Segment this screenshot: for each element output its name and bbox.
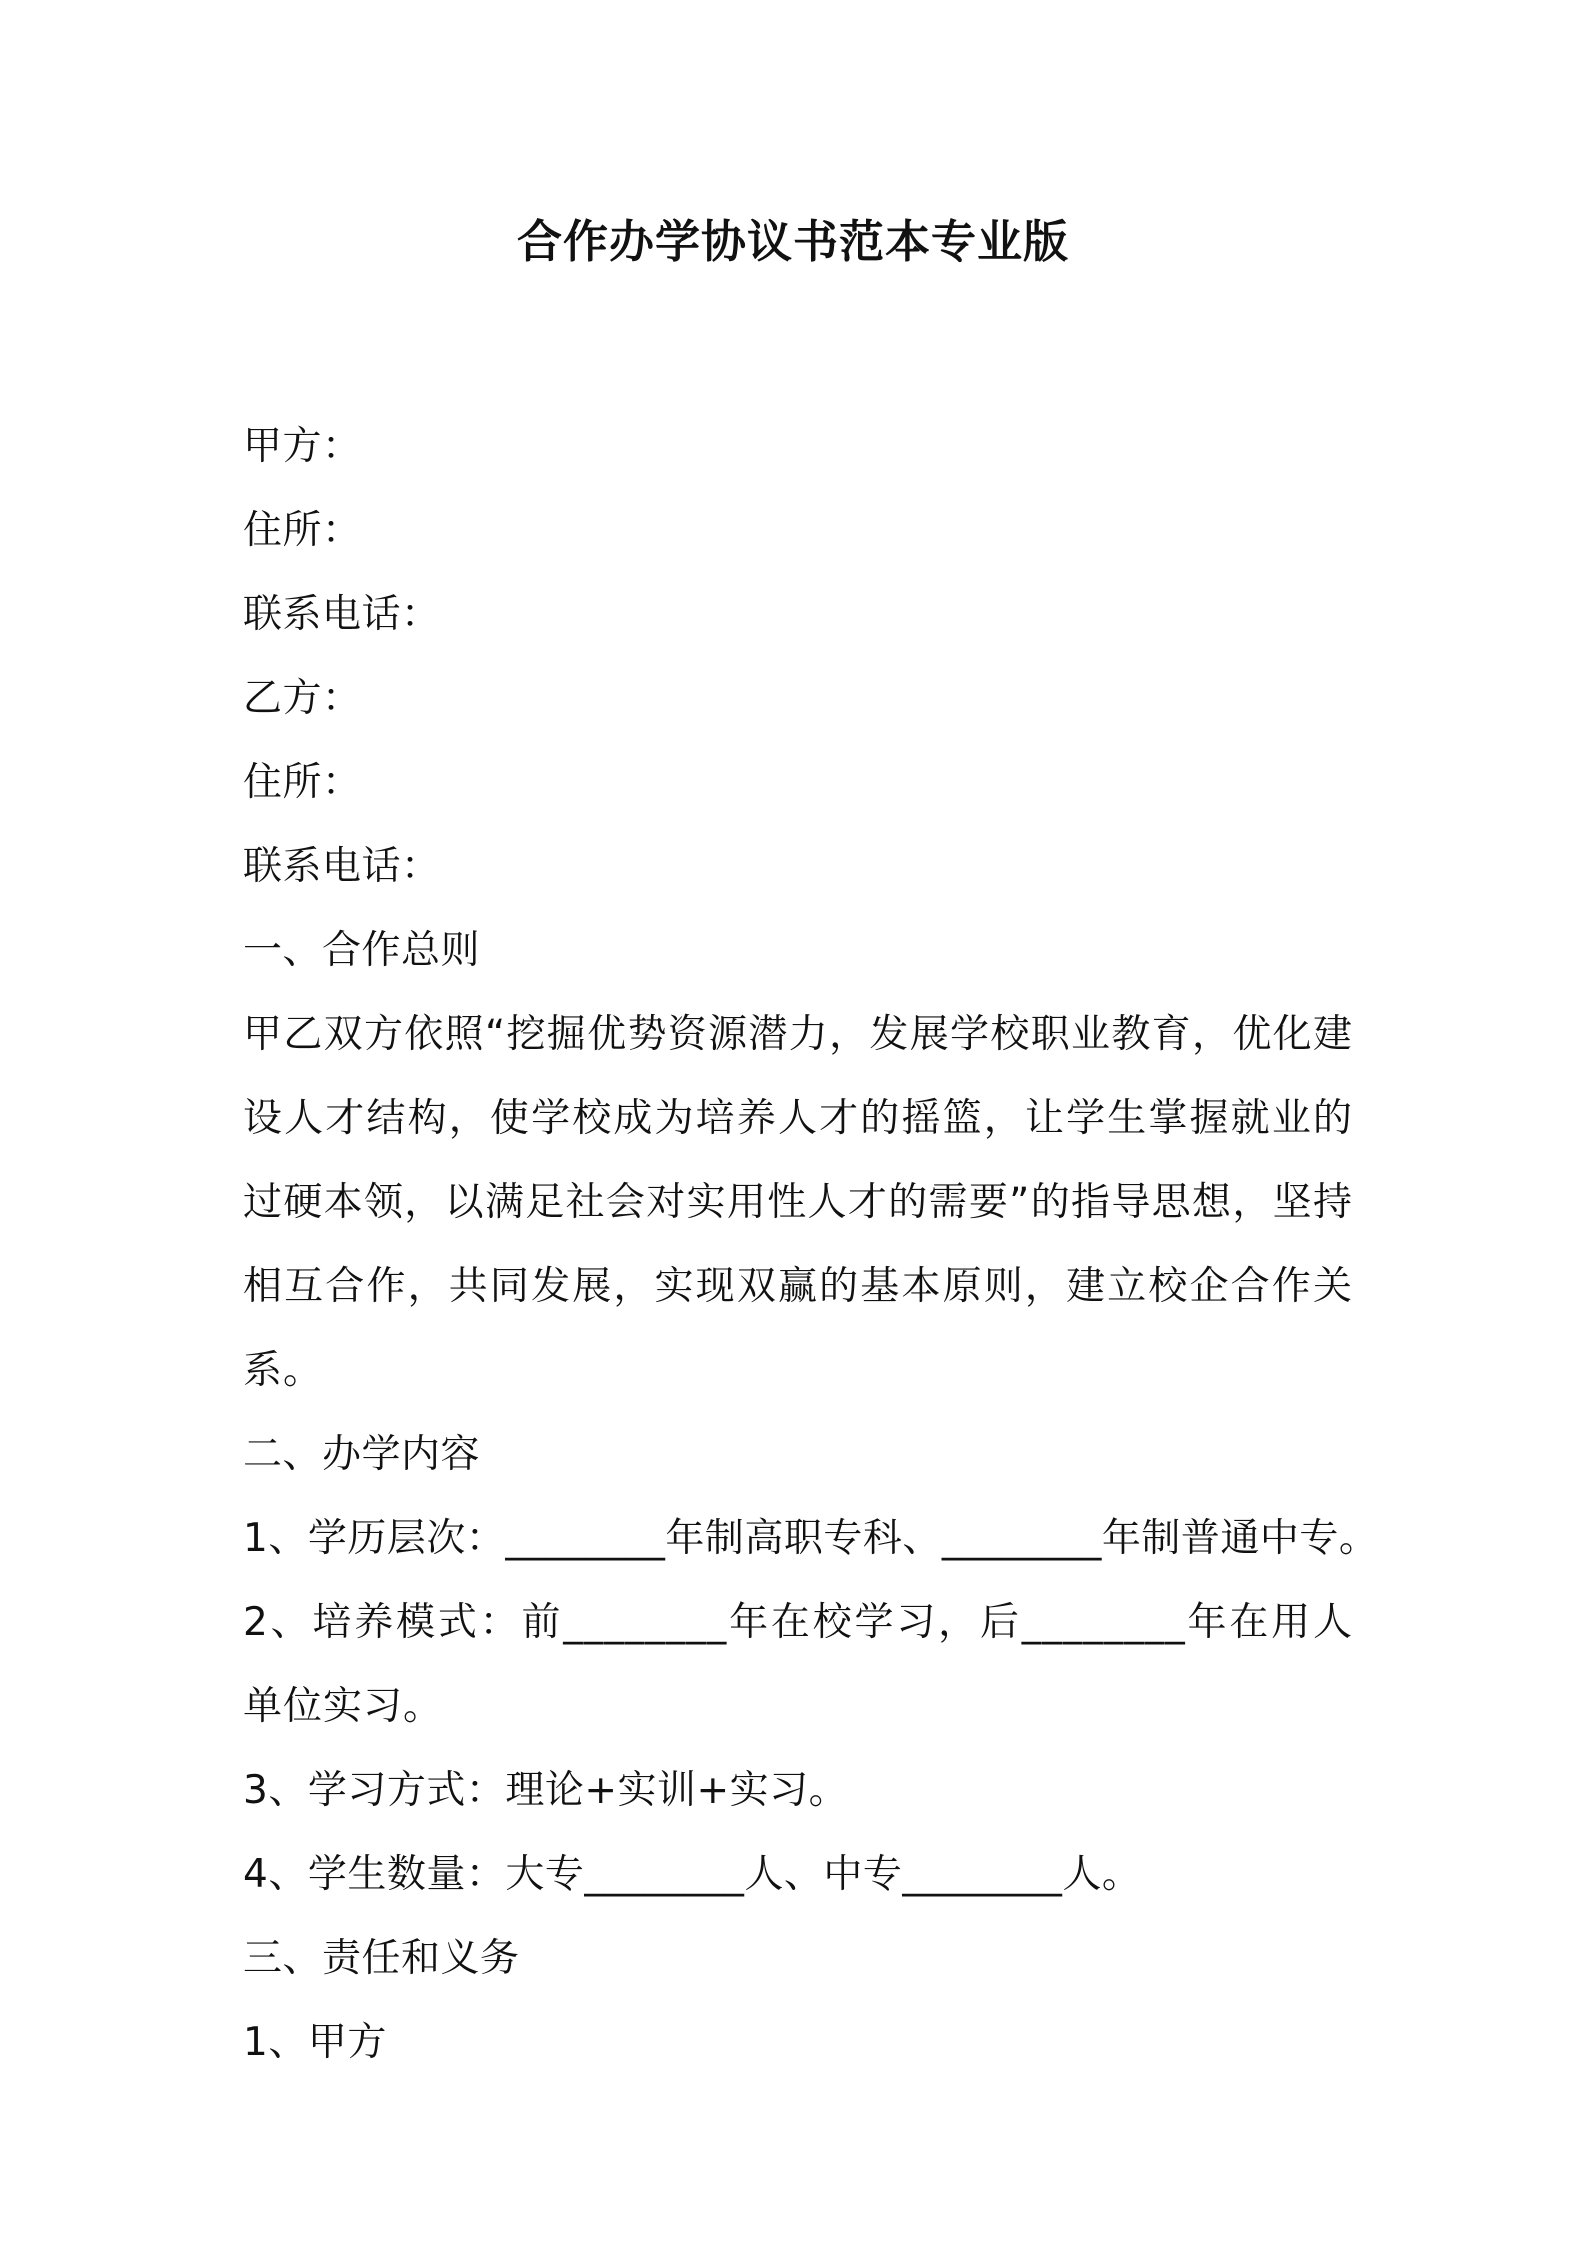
party-a-phone-label: 联系电话： <box>243 592 441 637</box>
section-2-item-3: 3、学习方式：理论+实训+实习。 <box>243 1768 849 1813</box>
party-b-name-label: 乙方： <box>243 676 362 721</box>
party-b-address-label: 住所： <box>243 760 362 805</box>
section-1-paragraph: 甲乙双方依照“挖掘优势资源潜力，发展学校职业教育，优化建设人才结构，使学校成为培养人才的摇篮，让学生掌握就业的过硬本领，以满足社会对实用性人才的需要”的指导思想，坚持相互合作，共同发展，实现双赢的基本原则，建立校企合作关系。 <box>243 1012 1353 1393</box>
section-2-item-2: 2、培养模式：前________年在校学习，后________年在用人单位实习。 <box>243 1600 1353 1729</box>
party-a-address-label: 住所： <box>243 508 362 553</box>
document-title: 合作办学协议书范本专业版 <box>516 215 1069 268</box>
section-1-heading: 一、合作总则 <box>243 928 481 973</box>
party-b-phone-label: 联系电话： <box>243 844 441 889</box>
section-2-item-4: 4、学生数量：大专________人、中专________人。 <box>243 1852 1142 1897</box>
section-3-sub-1: 1、甲方 <box>243 2020 387 2065</box>
section-2-item-1: 1、学历层次：________年制高职专科、________年制普通中专。 <box>243 1516 1379 1561</box>
party-a-name-label: 甲方： <box>243 424 362 469</box>
section-3-heading: 三、责任和义务 <box>243 1936 520 1981</box>
section-2-heading: 二、办学内容 <box>243 1432 481 1477</box>
document-body <box>243 405 1379 2085</box>
